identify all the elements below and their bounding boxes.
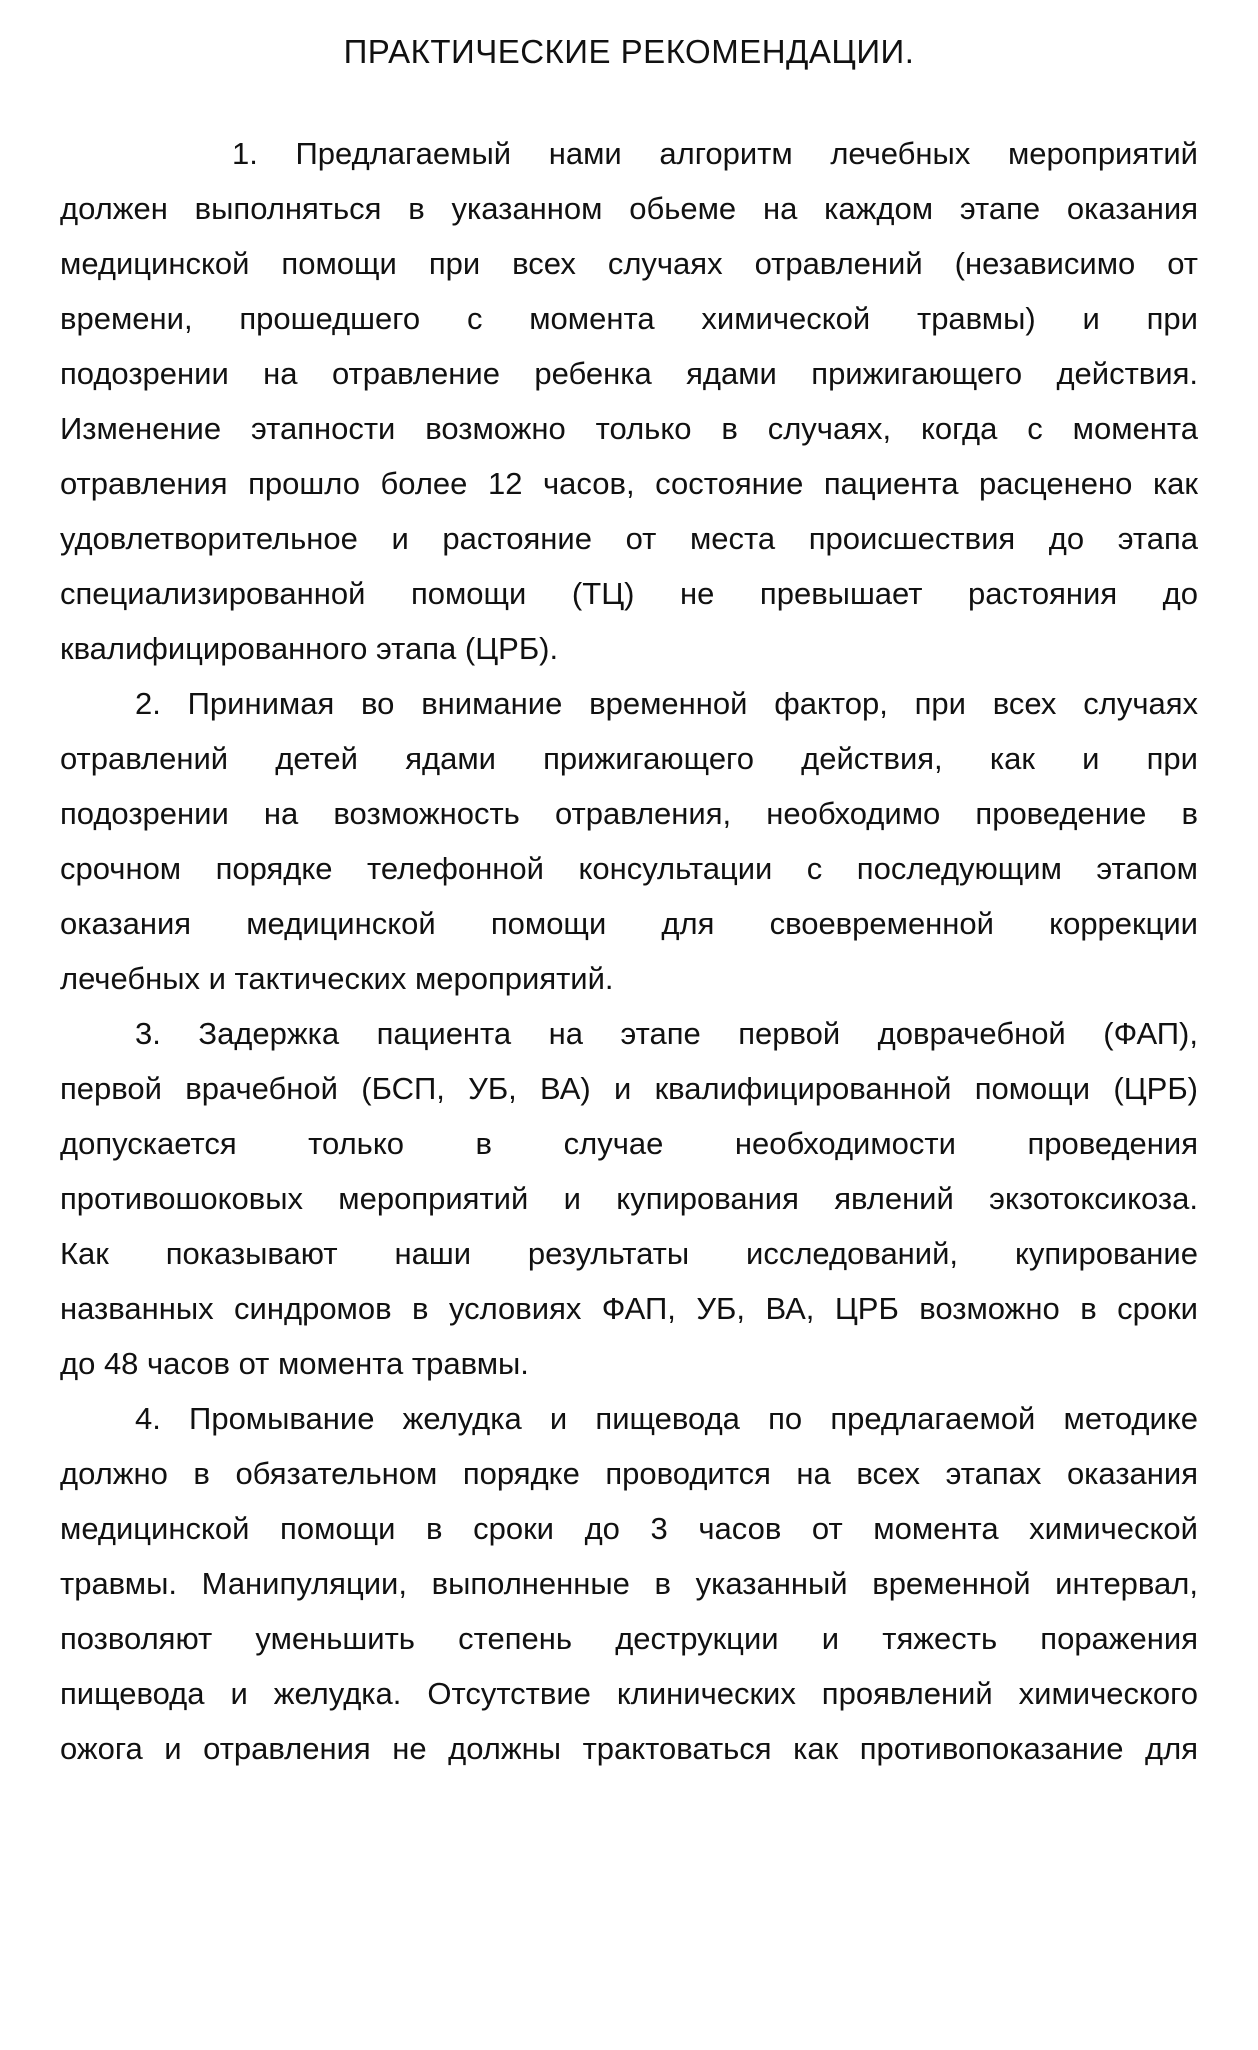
text-line: первой врачебной (БСП, УБ, ВА) и квалифицированной помощи (ЦРБ) <box>60 1071 1198 1106</box>
text-line: 4. Промывание желудка и пищевода по предлагаемой методике <box>135 1401 1198 1436</box>
text-line: противошоковых мероприятий и купирования явлений экзотоксикоза. <box>60 1181 1198 1216</box>
text-line: оказания медицинской помощи для своевременной коррекции <box>60 906 1198 941</box>
text-line: допускается только в случае необходимости проведения <box>60 1126 1198 1161</box>
text-line: квалифицированного этапа (ЦРБ). <box>60 631 559 666</box>
text-line: должно в обязательном порядке проводится на всех этапах оказания <box>60 1456 1198 1491</box>
text-line: медицинской помощи при всех случаях отравлений (независимо от <box>60 246 1198 281</box>
text-line: ожога и отравления не должны трактоваться как противопоказание для <box>60 1731 1198 1766</box>
text-line: удовлетворительное и растояние от места происшествия до этапа <box>60 521 1198 556</box>
text-line: лечебных и тактических мероприятий. <box>60 961 614 996</box>
text-line: Изменение этапности возможно только в случаях, когда с момента <box>60 411 1198 446</box>
text-line: пищевода и желудка. Отсутствие клинических проявлений химического <box>60 1676 1198 1711</box>
text-line: медицинской помощи в сроки до 3 часов от момента химической <box>60 1511 1198 1546</box>
text-line: Как показывают наши результаты исследований, купирование <box>60 1236 1198 1271</box>
text-line: 3. Задержка пациента на этапе первой доврачебной (ФАП), <box>135 1016 1198 1051</box>
page-title: ПРАКТИЧЕСКИЕ РЕКОМЕНДАЦИИ. <box>343 33 915 70</box>
text-line: травмы. Манипуляции, выполненные в указанный временной интервал, <box>60 1566 1198 1601</box>
text-line: подозрении на отравление ребенка ядами прижигающего действия. <box>60 356 1198 391</box>
text-line: специализированной помощи (ТЦ) не превышает растояния до <box>60 576 1198 611</box>
text-line: времени, прошедшего с момента химической травмы) и при <box>60 301 1198 336</box>
text-line: 1. Предлагаемый нами алгоритм лечебных мероприятий <box>232 136 1198 171</box>
text-line: отравлений детей ядами прижигающего действия, как и при <box>60 741 1198 776</box>
text-line: должен выполняться в указанном обьеме на каждом этапе оказания <box>60 191 1198 226</box>
text-line: позволяют уменьшить степень деструкции и тяжесть поражения <box>60 1621 1198 1656</box>
text-line: до 48 часов от момента травмы. <box>60 1346 529 1381</box>
text-line: отравления прошло более 12 часов, состояние пациента расценено как <box>60 466 1198 501</box>
text-line: подозрении на возможность отравления, необходимо проведение в <box>60 796 1198 831</box>
text-line: названных синдромов в условиях ФАП, УБ, ВА, ЦРБ возможно в сроки <box>60 1291 1198 1326</box>
text-line: 2. Принимая во внимание временной фактор, при всех случаях <box>135 686 1198 721</box>
text-line: срочном порядке телефонной консультации с последующим этапом <box>60 851 1198 886</box>
